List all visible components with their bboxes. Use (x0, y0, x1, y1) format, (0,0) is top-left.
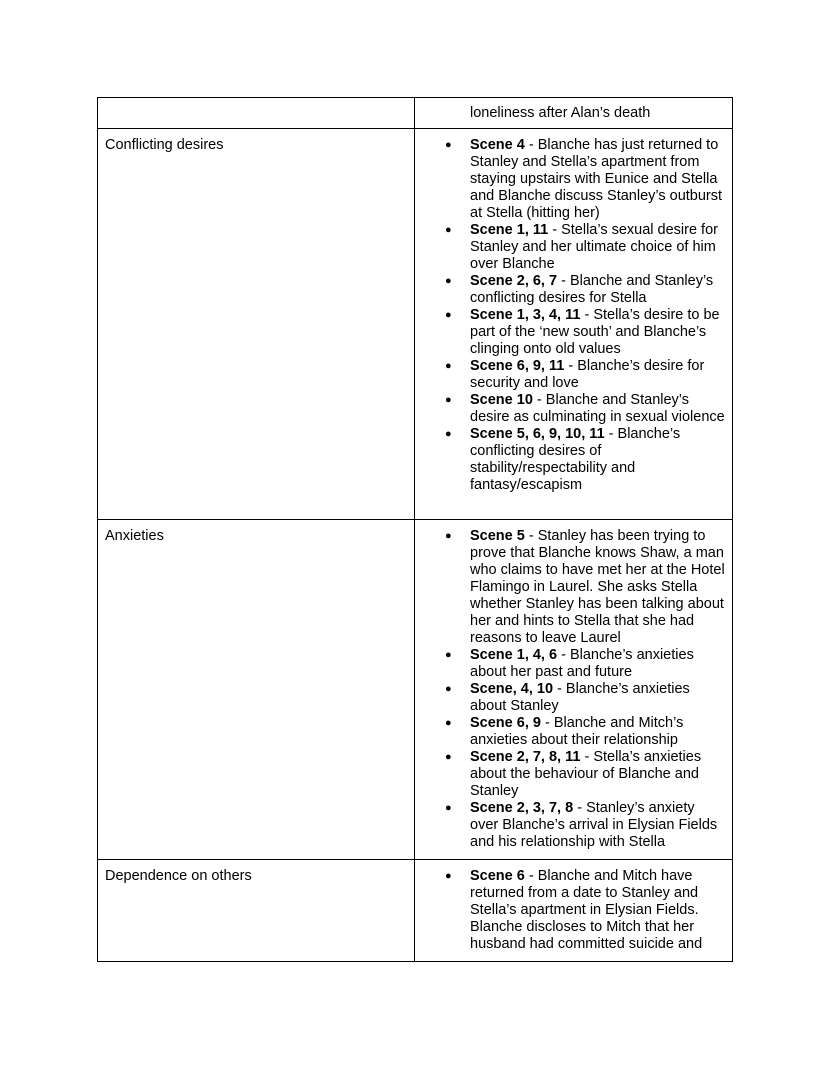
bullet-icon: ● (445, 802, 452, 814)
scene-list-item (445, 222, 726, 273)
scene-list-item (445, 426, 726, 494)
scene-ref: Scene 6 (470, 868, 525, 884)
theme-label: Conflicting desires (105, 137, 224, 153)
bullet-icon: ● (445, 751, 452, 763)
scene-ref: Scene 6, 9 (470, 715, 541, 731)
bullet-icon: ● (445, 870, 452, 882)
theme-label: Dependence on others (105, 868, 252, 884)
scenes-cell (415, 520, 733, 860)
bullet-icon: ● (445, 649, 452, 661)
scene-description: - Blanche and Mitch’s anxieties about their relationship (470, 715, 684, 748)
theme-cell (98, 520, 415, 860)
bullet-icon: ● (445, 139, 452, 151)
scene-description: - Blanche’s desire for security and love (470, 358, 705, 391)
scene-list (445, 528, 726, 851)
table-row (98, 520, 733, 860)
scene-description: - Blanche and Mitch have returned from a date to Stanley and Stella’s apartment in Elysian Fields. Blanche discloses to Mitch that her husband had committed suicide and (470, 868, 703, 952)
bullet-icon: ● (445, 717, 452, 729)
scene-ref: Scene 2, 3, 7, 8 (470, 800, 574, 816)
scene-ref: Scene 1, 3, 4, 11 (470, 307, 581, 323)
table-row (98, 98, 733, 129)
scene-list-item (445, 868, 726, 953)
scene-description: - Blanche and Stanley’s desire as culminating in sexual violence (470, 392, 725, 425)
bullet-icon: ● (445, 683, 452, 695)
bullet-icon: ● (445, 428, 452, 440)
scene-description: - Stanley has been trying to prove that Blanche knows Shaw, a man who claims to have met her at the Hotel Flamingo in Laurel. She asks Stella whether Stanley has been talking about her and hints to Stella that she had reasons to leave Laurel (470, 528, 725, 646)
scene-list (445, 137, 726, 494)
scene-list-item (445, 715, 726, 749)
bullet-icon: ● (445, 360, 452, 372)
scene-ref: Scene 5 (470, 528, 525, 544)
table-row (98, 860, 733, 962)
scene-list-item (445, 681, 726, 715)
theme-cell (98, 129, 415, 520)
scene-description: - Blanche has just returned to Stanley and Stella’s apartment from staying upstairs with Eunice and Stella and Blanche discuss Stanley’s outburst at Stella (hitting her) (470, 137, 723, 221)
scene-list-item (445, 749, 726, 800)
scene-list-item (445, 647, 726, 681)
scene-description: - Stella’s sexual desire for Stanley and her ultimate choice of him over Blanche (470, 222, 718, 272)
scene-description: - Blanche’s anxieties about her past and future (470, 647, 694, 680)
theme-cell (98, 860, 415, 962)
scene-ref: Scene 1, 4, 6 (470, 647, 558, 663)
scene-ref: Scene 6, 9, 11 (470, 358, 565, 374)
scene-description: - Stella’s desire to be part of the ‘new south’ and Blanche’s clinging onto old values (470, 307, 720, 357)
scene-ref: Scene 5, 6, 9, 10, 11 (470, 426, 605, 442)
bullet-icon: ● (445, 309, 452, 321)
bullet-icon: ● (445, 224, 452, 236)
scene-description: - Blanche’s anxieties about Stanley (470, 681, 690, 714)
bullet-icon: ● (445, 394, 452, 406)
scenes-cell (415, 860, 733, 962)
themes-table (97, 97, 733, 962)
scene-list-item (445, 800, 726, 851)
scene-ref: Scene, 4, 10 (470, 681, 554, 697)
scene-ref: Scene 2, 7, 8, 11 (470, 749, 581, 765)
scene-list-item (445, 307, 726, 358)
scene-description: - Stanley’s anxiety over Blanche’s arrival in Elysian Fields and his relationship with Stella (470, 800, 718, 850)
bullet-icon: ● (445, 530, 452, 542)
scene-ref: Scene 10 (470, 392, 533, 408)
scene-list-item (445, 392, 726, 426)
scene-ref: Scene 2, 6, 7 (470, 273, 558, 289)
scene-list-item (445, 528, 726, 647)
scene-list-item (445, 137, 726, 222)
scene-list (445, 868, 726, 953)
table-row (98, 129, 733, 520)
scene-ref: Scene 4 (470, 137, 525, 153)
continuation-text: loneliness after Alan’s death (470, 105, 651, 121)
scene-ref: Scene 1, 11 (470, 222, 549, 238)
scene-description: - Blanche’s conflicting desires of stability/respectability and fantasy/escapism (470, 426, 681, 493)
scene-list-item (445, 358, 726, 392)
scenes-cell (415, 98, 733, 129)
scene-description: - Stella’s anxieties about the behaviour of Blanche and Stanley (470, 749, 702, 799)
bullet-icon: ● (445, 275, 452, 287)
scenes-cell (415, 129, 733, 520)
scene-description: - Blanche and Stanley’s conflicting desires for Stella (470, 273, 714, 306)
theme-cell (98, 98, 415, 129)
scene-list-item (445, 273, 726, 307)
theme-label: Anxieties (105, 528, 164, 544)
